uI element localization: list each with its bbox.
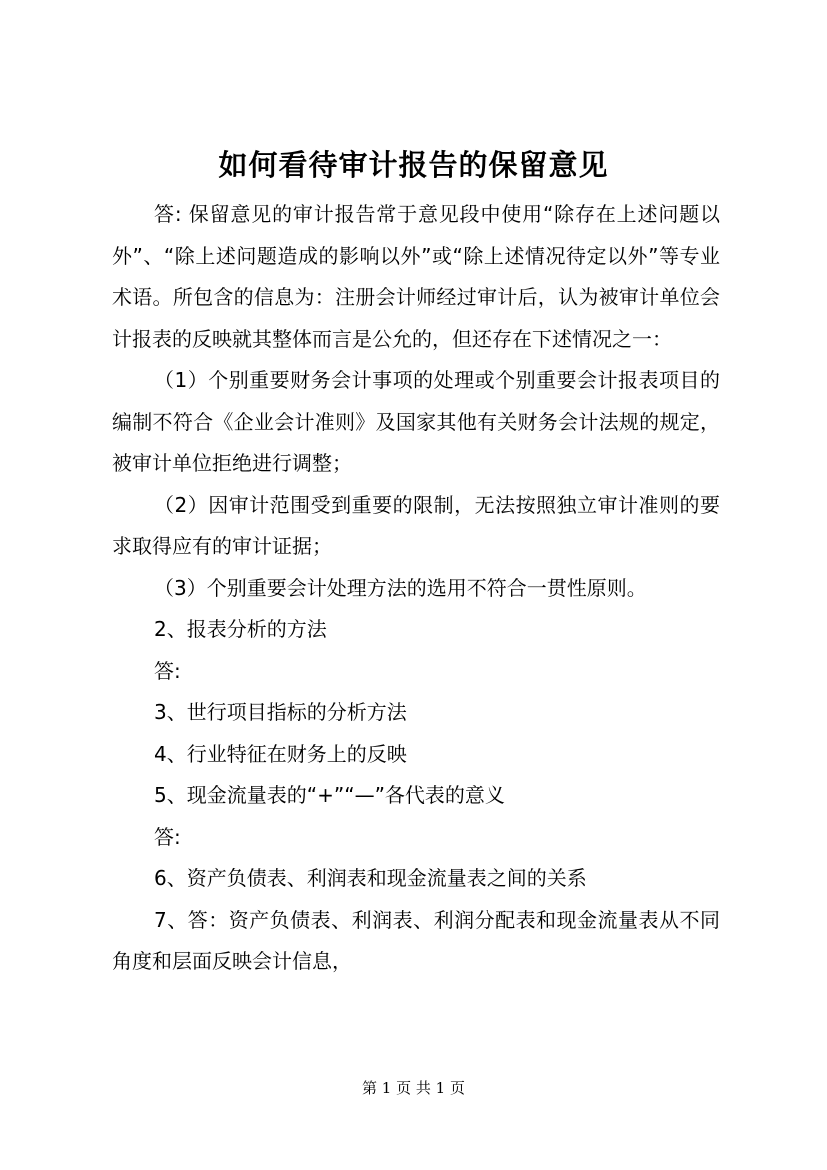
paragraph-answer-7: 7、答：资产负债表、利润表、利润分配表和现金流量表从不同角度和层面反映会计信息， (112, 907, 720, 973)
heading-industry-features: 4、行业特征在财务上的反映 (154, 741, 407, 766)
answer-label: 答: (154, 658, 181, 683)
paragraph-answer-intro: 答: 保留意见的审计报告常于意见段中使用“除存在上述问题以外”、“除上述问题造成的影响以外”或“除上述情况待定以外”等专业术语。所包含的信息为：注册会计师经过审计后，认为被审计单位会计报表的反映就其整体而言是公允的，但还存在下述情况之一： (112, 202, 720, 351)
answer-label: 答: (154, 824, 181, 849)
page-title: 如何看待审计报告的保留意见 (218, 148, 609, 182)
document-body (112, 194, 720, 983)
page-footer: 第 1 页 共 1 页 (362, 1079, 465, 1097)
paragraph-item-3: （3）个别重要会计处理方法的选用不符合一贯性原则。 (154, 575, 647, 600)
paragraph-item-1: （1）个别重要财务会计事项的处理或个别重要会计报表项目的编制不符合《企业会计准则》及国家其他有关财务会计法规的规定，被审计单位拒绝进行调整； (112, 368, 720, 475)
paragraph-item-2: （2）因审计范围受到重要的限制，无法按照独立审计准则的要求取得应有的审计证据； (112, 492, 720, 558)
heading-report-analysis: 2、报表分析的方法 (154, 617, 327, 641)
heading-project-indicators: 3、世行项目指标的分析方法 (154, 700, 407, 724)
heading-statement-relations: 6、资产负债表、利润表和现金流量表之间的关系 (154, 866, 587, 890)
heading-cashflow-signs: 5、现金流量表的“+”“—”各代表的意义 (154, 783, 505, 807)
